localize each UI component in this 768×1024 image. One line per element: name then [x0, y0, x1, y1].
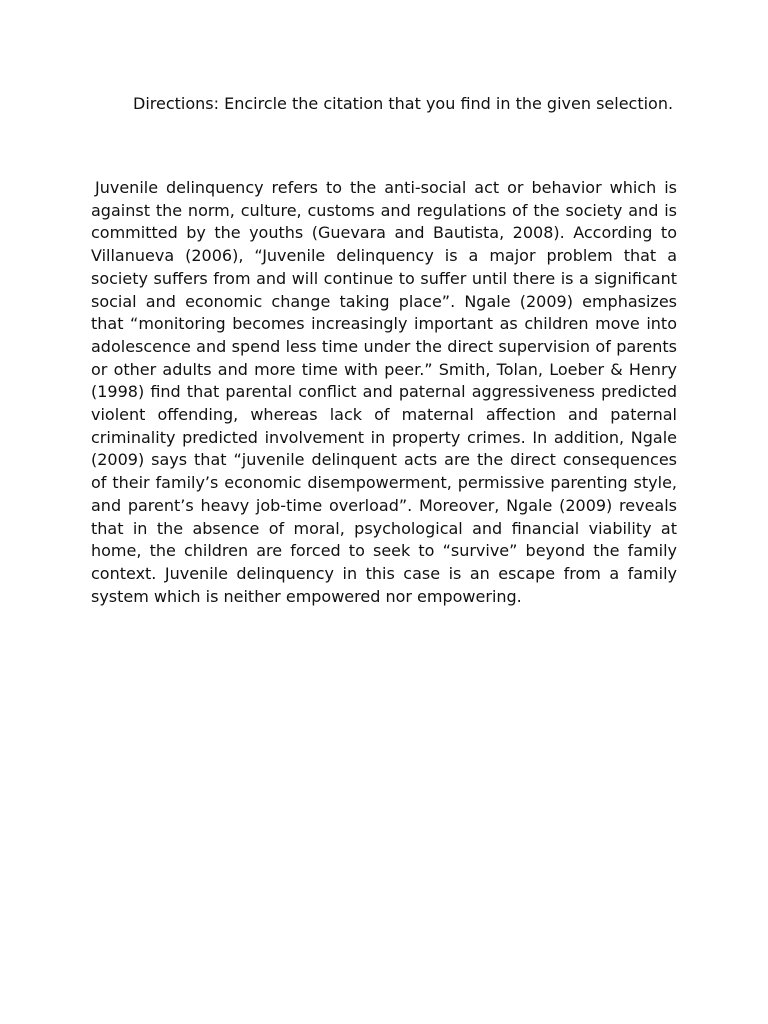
directions-text: Directions: Encircle the citation that you find in the given selection.: [133, 94, 674, 113]
passage-text: Juvenile delinquency refers to the anti-social act or behavior which is against the norm, culture, customs and regulations of the society and is committed by the youths (Guevara and Bautista, 2008). According to Villanueva (2006), “Juvenile delinquency is a major problem that a society suffers from and will continue to suffer until there is a significant social and economic change taking place”. Ngale (2009) emphasizes that “monitoring becomes increasingly important as children move into adolescence and spend less time under the direct supervision of parents or other adults and more time with peer.” Smith, Tolan, Loeber & Henry (1998) find that parental conflict and paternal aggressiveness predicted violent offending, whereas lack of maternal affection and paternal criminality predicted involvement in property crimes. In addition, Ngale (2009) says that “juvenile delinquent acts are the direct consequences of their family’s economic disempowerment, permissive parenting style, and parent’s heavy job-time overload”. Moreover, Ngale (2009) reveals that in the absence of moral, psychological and financial viability at home, the children are forced to seek to “survive” beyond the family context. Juvenile delinquency in this case is an escape from a family system which is neither empowered nor empowering.: [91, 178, 677, 606]
